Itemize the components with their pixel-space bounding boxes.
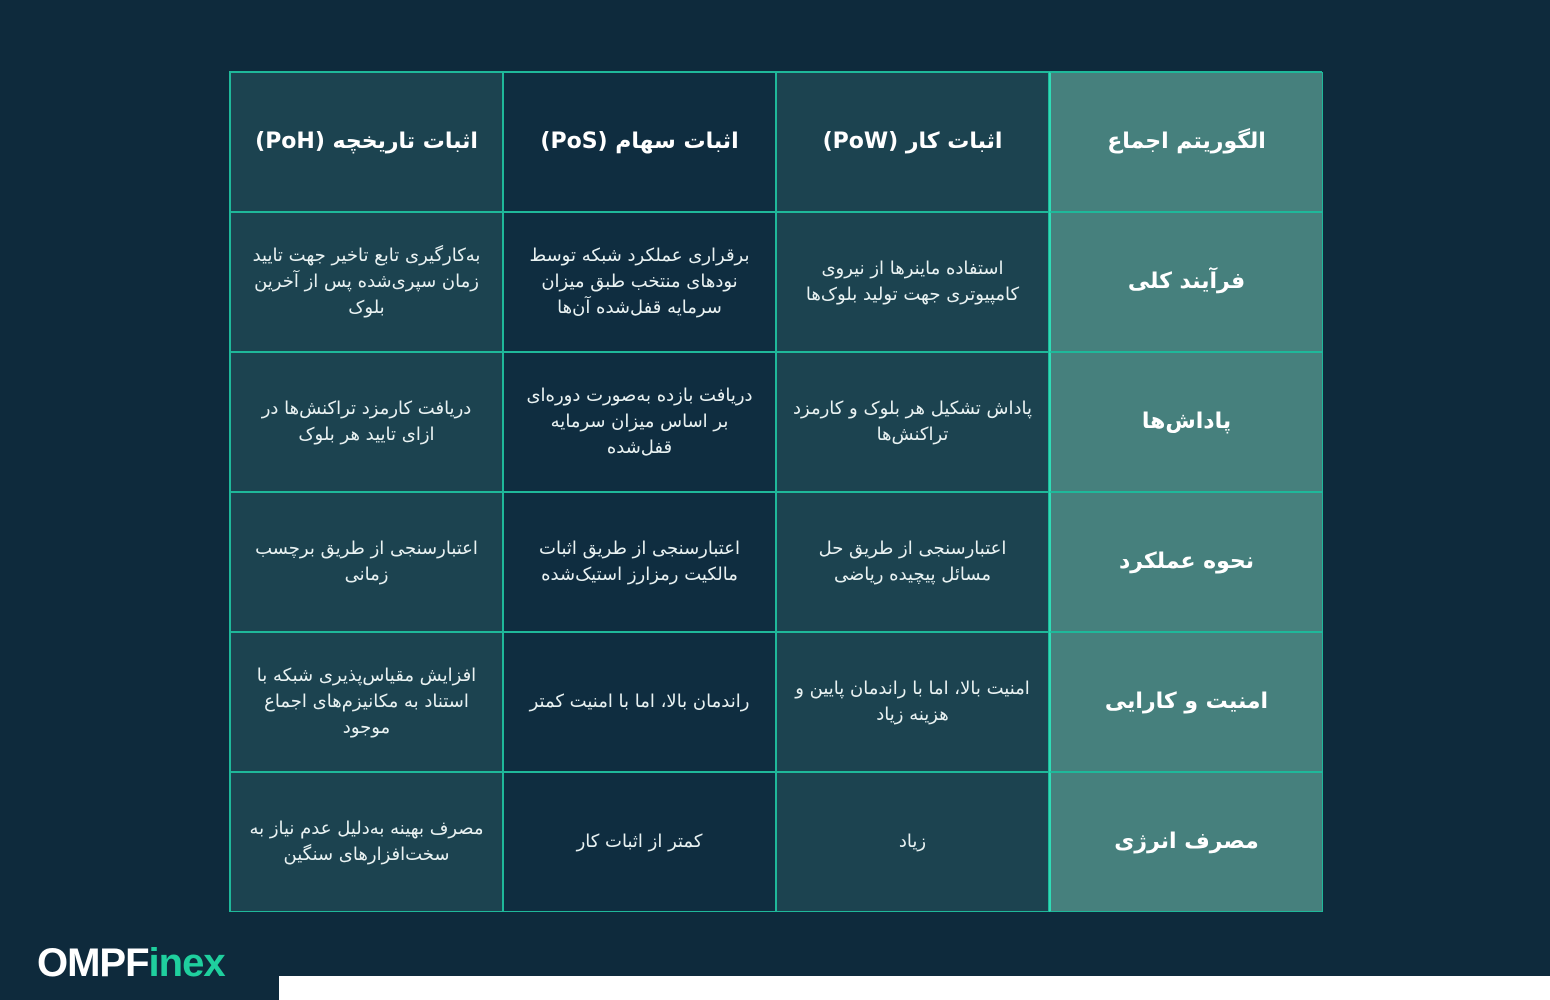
footer-bar bbox=[279, 976, 1550, 1000]
header-poh: اثبات تاریخچه (PoH) bbox=[230, 72, 503, 212]
row-label-security: امنیت و کارایی bbox=[1049, 632, 1323, 772]
cell-process-poh: به‌کارگیری تابع تاخیر جهت تایید زمان سپری‌شده پس از آخرین بلوک bbox=[230, 212, 503, 352]
logo-text-accent: inex bbox=[148, 941, 225, 985]
cell-security-pow: امنیت بالا، اما با راندمان پایین و هزینه زیاد bbox=[776, 632, 1049, 772]
row-label-rewards: پاداش‌ها bbox=[1049, 352, 1323, 492]
row-label-energy: مصرف انرژی bbox=[1049, 772, 1323, 912]
cell-process-pos: برقراری عملکرد شبکه توسط نودهای منتخب طبق میزان سرمایه قفل‌شده آن‌ها bbox=[503, 212, 776, 352]
header-consensus-algorithm: الگوریتم اجماع bbox=[1049, 72, 1323, 212]
cell-mechanism-poh: اعتبارسنجی از طریق برچسب زمانی bbox=[230, 492, 503, 632]
cell-energy-pos: کمتر از اثبات کار bbox=[503, 772, 776, 912]
header-pow: اثبات کار (PoW) bbox=[776, 72, 1049, 212]
cell-security-pos: راندمان بالا، اما با امنیت کمتر bbox=[503, 632, 776, 772]
ompfinex-logo bbox=[37, 938, 225, 988]
cell-security-poh: افزایش مقیاس‌پذیری شبکه با استناد به مکانیزم‌های اجماع موجود bbox=[230, 632, 503, 772]
cell-energy-pow: زیاد bbox=[776, 772, 1049, 912]
cell-energy-poh: مصرف بهینه به‌دلیل عدم نیاز به سخت‌افزارهای سنگین bbox=[230, 772, 503, 912]
row-label-process: فرآیند کلی bbox=[1049, 212, 1323, 352]
cell-rewards-pow: پاداش تشکیل هر بلوک و کارمزد تراکنش‌ها bbox=[776, 352, 1049, 492]
cell-rewards-pos: دریافت بازده به‌صورت دوره‌ای بر اساس میزان سرمایه قفل‌شده bbox=[503, 352, 776, 492]
cell-mechanism-pos: اعتبارسنجی از طریق اثبات مالکیت رمزارز استیک‌شده bbox=[503, 492, 776, 632]
comparison-table bbox=[229, 71, 1322, 912]
cell-mechanism-pow: اعتبارسنجی از طریق حل مسائل پیچیده ریاضی bbox=[776, 492, 1049, 632]
row-label-mechanism: نحوه عملکرد bbox=[1049, 492, 1323, 632]
logo-text-main: OMPF bbox=[37, 941, 149, 985]
cell-rewards-poh: دریافت کارمزد تراکنش‌ها در ازای تایید هر بلوک bbox=[230, 352, 503, 492]
header-pos: اثبات سهام (PoS) bbox=[503, 72, 776, 212]
cell-process-pow: استفاده ماینرها از نیروی کامپیوتری جهت تولید بلوک‌ها bbox=[776, 212, 1049, 352]
